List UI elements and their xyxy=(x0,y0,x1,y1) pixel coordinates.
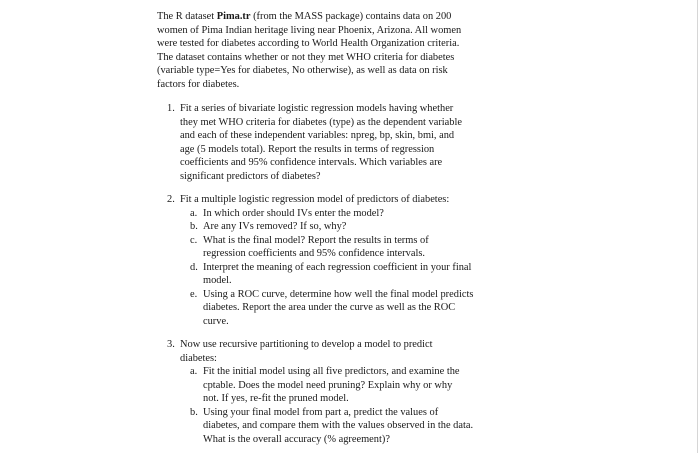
question-3b-line: What is the overall accuracy (% agreement)? xyxy=(203,433,390,445)
question-3b-line: Using your final model from part a, predict the values of xyxy=(203,406,439,418)
question-2a-letter: a. xyxy=(190,207,198,219)
question-2d-letter: d. xyxy=(190,261,198,273)
question-2b-line: Are any IVs removed? If so, why? xyxy=(203,221,347,232)
question-1-number: 1. xyxy=(167,103,175,114)
question-1-line: and each of these independent variables: npreg, bp, skin, bmi, and xyxy=(180,130,455,141)
question-2c-letter: c. xyxy=(190,234,198,246)
intro-text: The R dataset xyxy=(157,11,217,22)
intro-line: women of Pima Indian heritage living near Phoenix, Arizona. All women xyxy=(157,24,462,36)
intro-text: (from the MASS package) contains data on 200 xyxy=(250,11,452,22)
intro-line-1 xyxy=(157,10,451,23)
question-3a-line: cptable. Does the model need pruning? Explain why or why xyxy=(203,379,453,391)
page-edge-divider xyxy=(697,0,698,453)
question-2-number: 2. xyxy=(167,194,175,205)
question-1-line: they met WHO criteria for diabetes (type) as the dependent variable xyxy=(180,116,462,128)
question-2e-letter: e. xyxy=(190,288,198,300)
question-2a-line: In which order should IVs enter the model? xyxy=(203,207,384,219)
question-1-line: significant predictors of diabetes? xyxy=(180,170,321,182)
question-3a-line: not. If yes, re-fit the pruned model. xyxy=(203,393,349,404)
intro-line: The dataset contains whether or not they met WHO criteria for diabetes xyxy=(157,51,455,63)
question-3a-letter: a. xyxy=(190,366,198,377)
dataset-name: Pima.tr xyxy=(216,11,251,22)
question-1-line: coefficients and 95% confidence intervals. Which variables are xyxy=(180,157,443,168)
question-2-line: Fit a multiple logistic regression model of predictors of diabetes: xyxy=(180,194,450,205)
question-1-line: age (5 models total). Report the results in terms of regression xyxy=(180,143,435,155)
question-2c-line: What is the final model? Report the results in terms of xyxy=(203,234,429,246)
intro-line: (variable type=Yes for diabetes, No otherwise), as well as data on risk xyxy=(157,65,448,76)
question-2c-line: regression coefficients and 95% confidence intervals. xyxy=(203,248,425,259)
question-3-line: Now use recursive partitioning to develop a model to predict xyxy=(180,339,433,350)
question-3-line: diabetes: xyxy=(180,352,217,364)
question-2b-letter: b. xyxy=(190,221,198,232)
question-3-number: 3. xyxy=(167,339,175,350)
question-3b-letter: b. xyxy=(190,406,198,418)
question-3b-line: diabetes, and compare them with the values observed in the data. xyxy=(203,420,474,431)
question-2e-line: diabetes. Report the area under the curve as well as the ROC xyxy=(203,302,456,313)
question-1-line: Fit a series of bivariate logistic regression models having whether xyxy=(180,103,454,114)
question-2d-line: model. xyxy=(203,275,232,286)
question-2e-line: Using a ROC curve, determine how well the final model predicts xyxy=(203,288,474,300)
question-3a-line: Fit the initial model using all five predictors, and examine the xyxy=(203,366,460,377)
question-2e-line: curve. xyxy=(203,315,229,327)
intro-line: factors for diabetes. xyxy=(157,78,240,90)
question-2d-line: Interpret the meaning of each regression coefficient in your final xyxy=(203,261,472,273)
intro-line: were tested for diabetes according to World Health Organization criteria. xyxy=(157,38,460,49)
